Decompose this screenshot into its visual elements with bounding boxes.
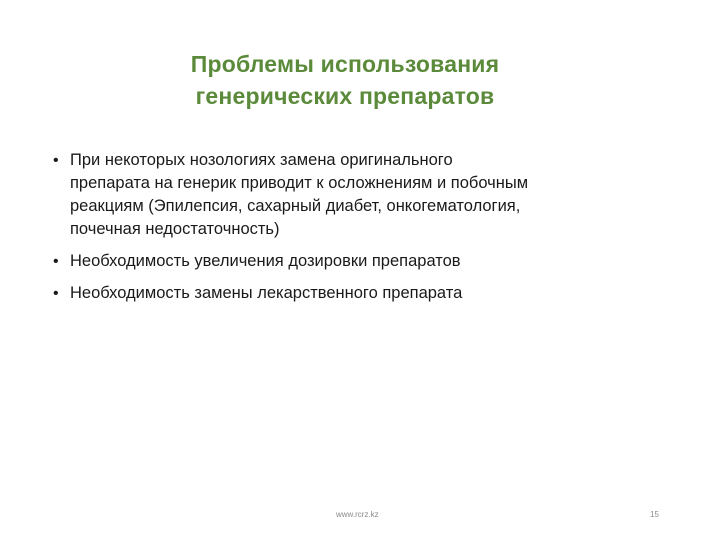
slide-title [100, 48, 590, 112]
bullet-list [50, 149, 670, 314]
bullet-item [50, 250, 670, 273]
bullet-text-line: препарата на генерик приводит к осложнениям и побочным [70, 174, 529, 192]
bullet-text-line: реакциям (Эпилепсия, сахарный диабет, онкогематология, [70, 197, 521, 215]
footer-url: www.rcrz.kz [336, 510, 379, 519]
title-line: Проблемы использования [190, 51, 500, 77]
bullet-icon: • [53, 253, 59, 270]
title-line: генерических препаратов [195, 83, 495, 109]
bullet-item [50, 149, 670, 241]
bullet-item [50, 282, 670, 305]
bullet-text-line: почечная недостаточность) [70, 220, 280, 238]
bullet-icon: • [53, 152, 59, 169]
bullet-icon: • [53, 285, 59, 302]
bullet-text-line: Необходимость увеличения дозировки препаратов [70, 252, 461, 270]
bullet-text-line: Необходимость замены лекарственного препарата [70, 284, 463, 302]
bullet-text-line: При некоторых нозологиях замена оригинального [70, 151, 453, 169]
page-number: 15 [650, 510, 659, 519]
